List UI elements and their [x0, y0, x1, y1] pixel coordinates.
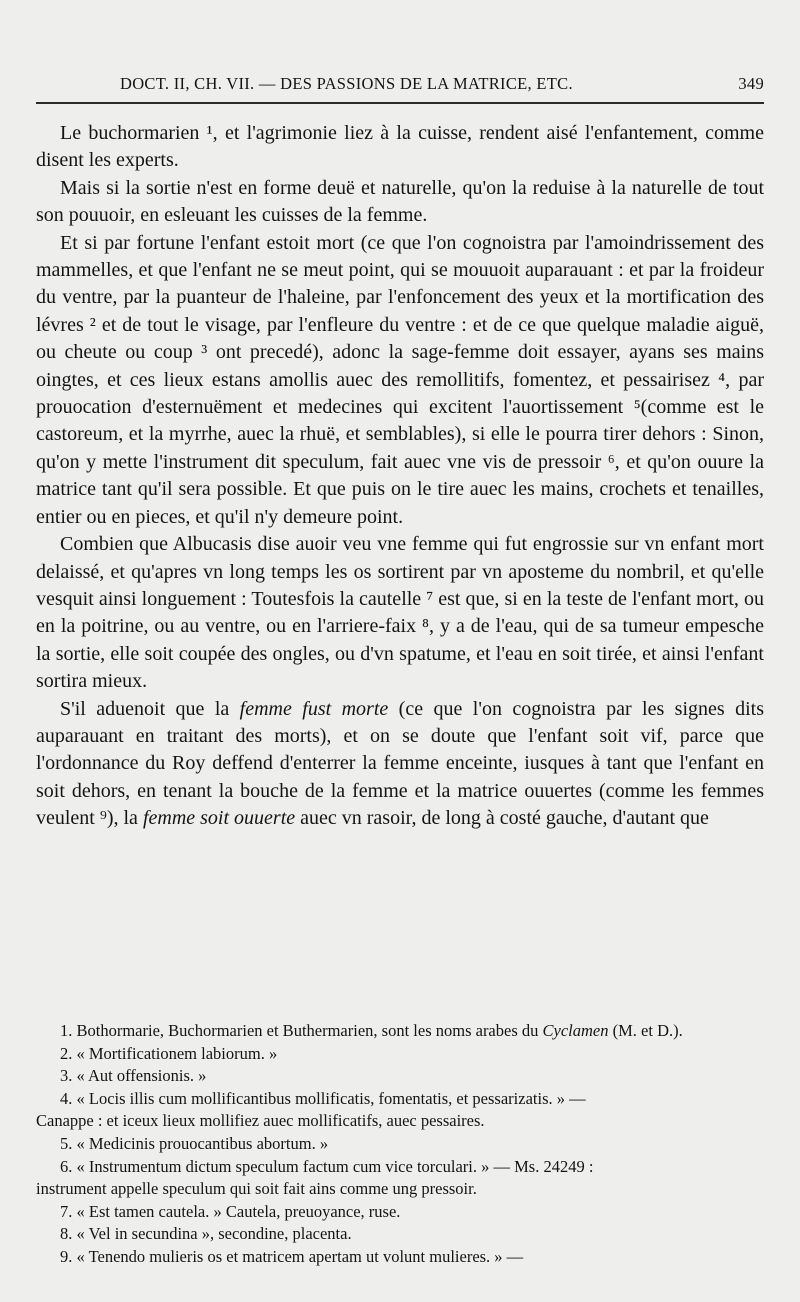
italic-phrase: femme fust morte [239, 697, 389, 720]
paragraph: Le buchormarien ¹, et l'agrimonie liez à la cuisse, rendent aisé l'enfantement, comme disent les experts. [36, 122, 764, 172]
footnote-6-continued: instrument appelle speculum qui soit fait ains comme ung pressoir. [36, 1179, 477, 1199]
text-run: S'il aduenoit que la [60, 697, 240, 720]
paragraph: Mais si la sortie n'est en forme deuë et naturelle, qu'on la reduise à la naturelle de tout son pouuoir, en esleuant les cuisses de la femme. [36, 176, 764, 227]
italic-phrase: femme soit ouuerte [142, 807, 296, 830]
footnote-3: 3. « Aut offensionis. » [60, 1066, 207, 1086]
footnote-6: 6. « Instrumentum dictum speculum factum cum vice torculari. » — Ms. 24249 : [60, 1156, 594, 1176]
paragraph [36, 696, 764, 833]
running-title: DOCT. II, CH. VII. — DES PASSIONS DE LA MATRICE, ETC. [120, 74, 573, 93]
footnote-5: 5. « Medicinis prouocantibus abortum. » [60, 1133, 329, 1153]
italic-term: Cyclamen [542, 1021, 609, 1040]
main-text [36, 120, 764, 833]
footnotes [36, 1020, 764, 1269]
paragraph: Combien que Albucasis dise auoir veu vne femme qui fut engrossie sur vn enfant mort delaissé, et qu'apres vn long temps les os sortirent par vn aposteme du nombril, et qu'elle vesquit ainsi longuement : Toutesfois la cautelle ⁷ est que, si en la teste de l'enfant mort, ou en la poitrine, ou au ventre, ou en l'arriere-faix ⁸, y a de l'eau, qui de sa tumeur empesche la sortie, elle soit coupée des ongles, ou d'vn spatume, et l'eau en soit tirée, et ainsi l'enfant sortira mieux. [36, 533, 764, 693]
footnote-1 [36, 1020, 764, 1043]
footnote-text: 1. Bothormarie, Buchormarien et Buthermarien, sont les noms arabes du [60, 1021, 543, 1040]
footnote-4-continued: Canappe : et iceux lieux mollifiez auec mollificatifs, auec pessaires. [36, 1111, 485, 1131]
running-header [36, 66, 764, 104]
footnote-8: 8. « Vel in secundina », secondine, placenta. [60, 1224, 352, 1244]
footnote-9: 9. « Tenendo mulieris os et matricem apertam ut volunt mulieres. » — [60, 1246, 524, 1266]
text-run: auec vn rasoir, de long à costé gauche, d'autant que [295, 807, 709, 830]
page-number: 349 [738, 74, 764, 93]
footnote-2: 2. « Mortificationem labiorum. » [60, 1043, 278, 1063]
footnote-text: (M. et D.). [608, 1021, 683, 1040]
footnote-7: 7. « Est tamen cautela. » Cautela, preuoyance, ruse. [60, 1201, 401, 1221]
text-run: (ce que l'on cognoistra par les signes dits auparauant en traitant des morts), et on se doute que l'enfant soit vif, parce que l'ordonnance du Roy deffend d'enterrer la femme enceinte, iusques à tant que l'enfant en soit dehors, en tenant la bouche de la femme et la matrice ouuertes (comme les femmes veulent ⁹), la [36, 697, 764, 830]
footnote-4: 4. « Locis illis cum mollificantibus mollificatis, fomentatis, et pessarizatis. » — [60, 1088, 586, 1108]
paragraph: Et si par fortune l'enfant estoit mort (ce que l'on cognoistra par l'amoindrissement des mammelles, et que l'enfant ne se meut point, qui se mouuoit auparauant : et par la froideur du ventre, par la puanteur de l'haleine, par l'enfoncement des yeux et la mortification des lévres ² et de tout le visage, par l'enfleure du ventre : et de ce que quelque maladie aiguë, ou cheute ou coup ³ ont precedé), adonc la sage-femme doit essayer, ayans ses mains oingtes, et ces lieux estans amollis auec des remollitifs, fomentez, et pessairisez ⁴, par prouocation d'esternuëment et medecines qui excitent l'auortissement ⁵(comme est le castoreum, et la myrrhe, auec la rhuë, et semblables), si elle le pourra tirer dehors : Sinon, qu'on y mette l'instrument dit speculum, fait auec vne vis de pressoir ⁶, et qu'on ouure la matrice tant qu'il sera possible. Et que puis on le tire auec les mains, crochets et tenailles, entier ou en pieces, et qu'il n'y demeure point. [36, 231, 764, 528]
